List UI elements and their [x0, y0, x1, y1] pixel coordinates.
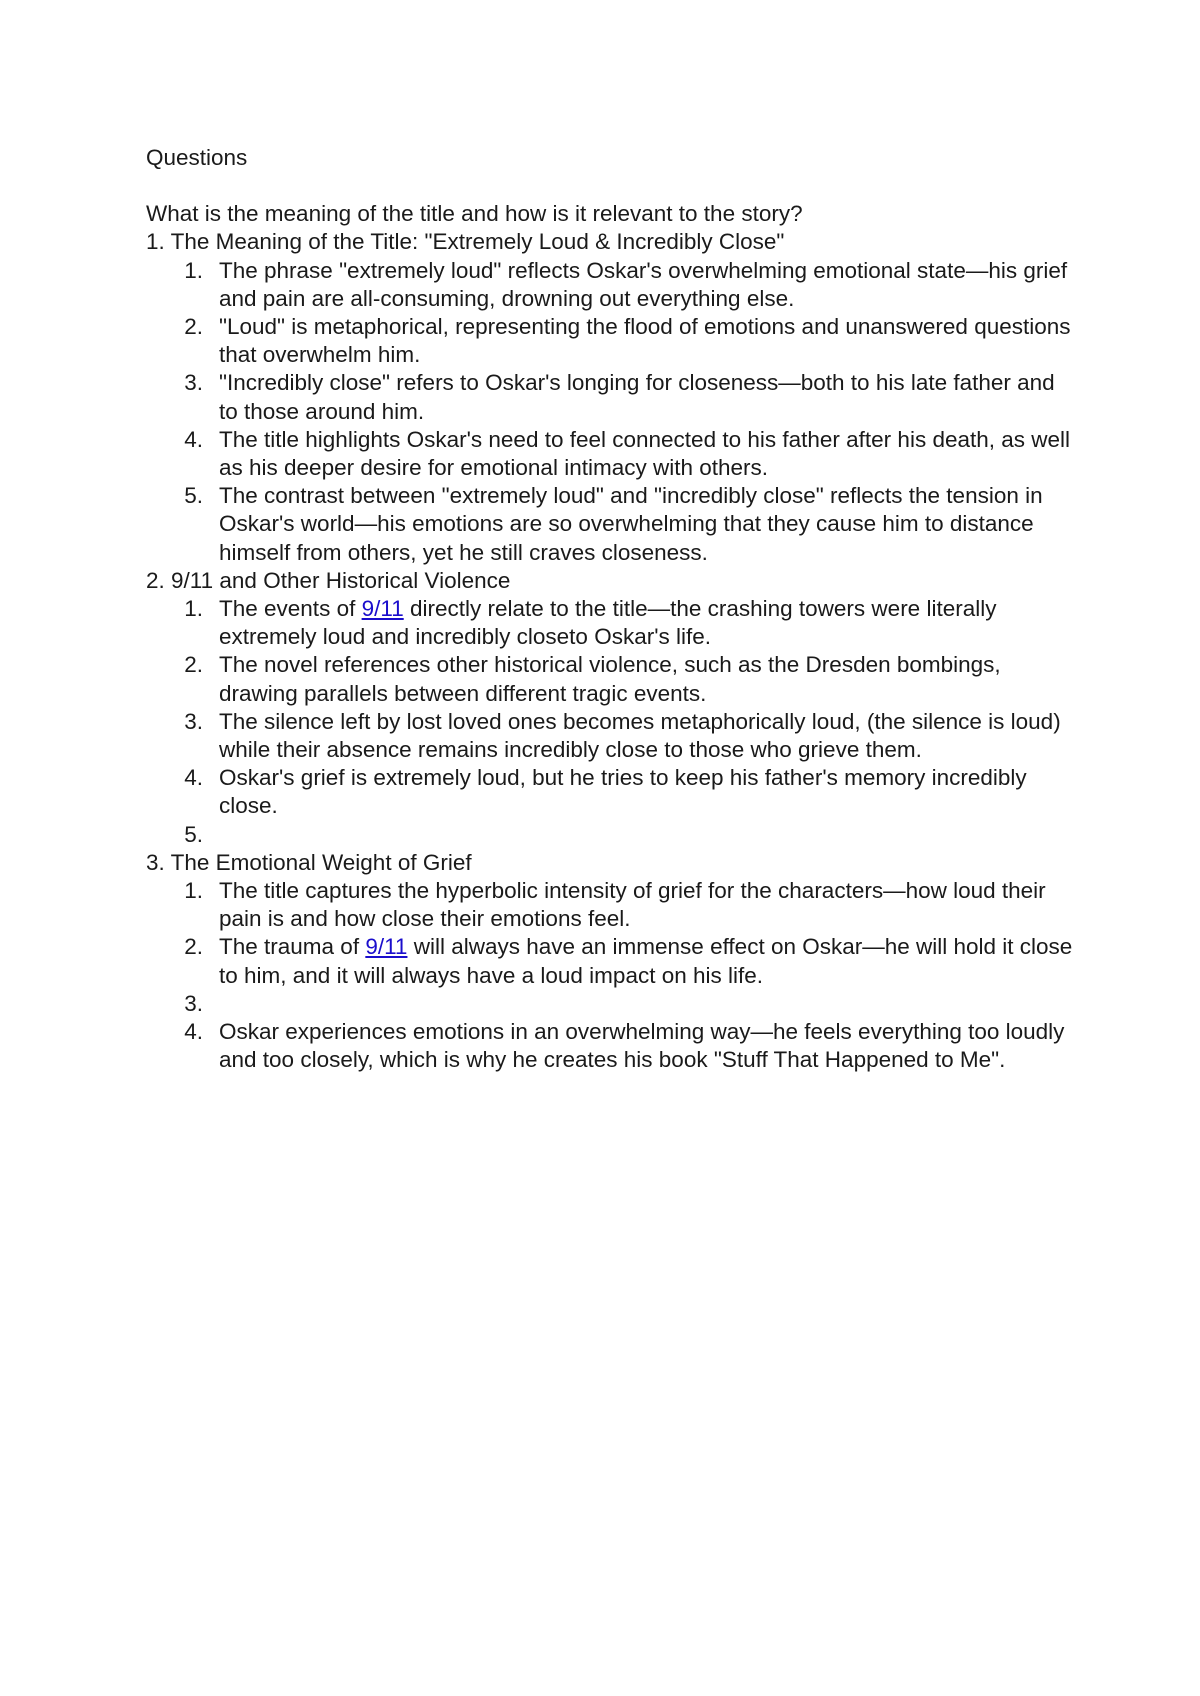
section-number: 1.	[146, 229, 165, 255]
list-item	[146, 1018, 1076, 1074]
section-number: 3.	[146, 849, 165, 875]
list-item	[146, 933, 1076, 989]
list-item	[146, 369, 1076, 425]
link-9-11[interactable]: 9/11	[361, 595, 404, 621]
item-number: 1.	[184, 257, 203, 283]
item-text: The events of 9/11 directly relate to the title—the crashing towers were literally extremely loud and incredibly closeto Oskar's life.	[219, 595, 997, 650]
document-page	[146, 144, 1076, 1074]
list-item	[146, 595, 1076, 651]
item-number: 3.	[184, 708, 203, 734]
item-text: The title highlights Oskar's need to feel connected to his father after his death, as well as his deeper desire for emotional intimacy with others.	[219, 426, 1071, 480]
section-title-text: The Meaning of the Title: "Extremely Loud & Incredibly Close"	[170, 229, 785, 255]
item-number: 5.	[184, 821, 203, 847]
item-number: 3.	[184, 990, 203, 1016]
item-number: 4.	[184, 765, 203, 791]
item-text	[219, 990, 1076, 1018]
item-number: 2.	[184, 652, 203, 678]
item-number: 2.	[184, 934, 203, 960]
item-text: The novel references other historical violence, such as the Dresden bombings, drawing parallels between different tragic events.	[219, 652, 1001, 706]
section-3	[146, 849, 1076, 1075]
item-text: "Loud" is metaphorical, representing the flood of emotions and unanswered questions that overwhelm him.	[219, 313, 1071, 368]
section-1	[146, 228, 1076, 566]
section-2	[146, 567, 1076, 849]
section-title	[146, 849, 1076, 877]
item-number: 1.	[184, 877, 203, 903]
item-text: The silence left by lost loved ones becomes metaphorically loud, (the silence is loud) while their absence remains incredibly close to those who grieve them.	[219, 708, 1061, 762]
list-item	[146, 877, 1076, 933]
list-item	[146, 257, 1076, 313]
section-title-text: 9/11 and Other Historical Violence	[171, 567, 511, 593]
item-text: The phrase "extremely loud" reflects Oskar's overwhelming emotional state—his grief and pain are all-consuming, drowning out everything else.	[219, 257, 1068, 311]
section-title	[146, 567, 1076, 595]
link-9-11[interactable]: 9/11	[365, 934, 408, 960]
item-number: 4.	[184, 1018, 203, 1044]
list-item	[146, 313, 1076, 369]
item-text: The contrast between "extremely loud" and "incredibly close" reflects the tension in Oskar's world—his emotions are so overwhelming that they cause him to distance himself from others, yet he still craves closeness.	[219, 483, 1043, 565]
item-number: 3.	[184, 370, 203, 396]
list-item	[146, 482, 1076, 567]
item-text: The trauma of 9/11 will always have an immense effect on Oskar—he will hold it close to him, and it will always have a loud impact on his life.	[219, 934, 1073, 988]
item-number: 5.	[184, 483, 203, 509]
section-title	[146, 228, 1076, 256]
item-text: Oskar's grief is extremely loud, but he tries to keep his father's memory incredibly close.	[219, 765, 1027, 819]
list-item	[146, 764, 1076, 820]
section-number: 2.	[146, 567, 165, 593]
document-heading: Questions	[146, 145, 248, 170]
item-text: "Incredibly close" refers to Oskar's longing for closeness—both to his late father and to those around him.	[219, 370, 1055, 424]
list-item	[146, 651, 1076, 707]
item-number: 2.	[184, 313, 203, 339]
list-item	[146, 708, 1076, 764]
item-number: 4.	[184, 426, 203, 452]
list-item	[146, 426, 1076, 482]
main-question: What is the meaning of the title and how is it relevant to the story?	[146, 201, 803, 227]
item-text	[219, 821, 1076, 849]
list-item-empty	[146, 990, 1076, 1018]
item-number: 1.	[184, 595, 203, 621]
section-title-text: The Emotional Weight of Grief	[170, 849, 472, 875]
list-item-empty	[146, 821, 1076, 849]
item-text: Oskar experiences emotions in an overwhelming way—he feels everything too loudly and too closely, which is why he creates his book "Stuff That Happened to Me".	[219, 1018, 1065, 1073]
item-text: The title captures the hyperbolic intensity of grief for the characters—how loud their pain is and how close their emotions feel.	[219, 877, 1046, 932]
